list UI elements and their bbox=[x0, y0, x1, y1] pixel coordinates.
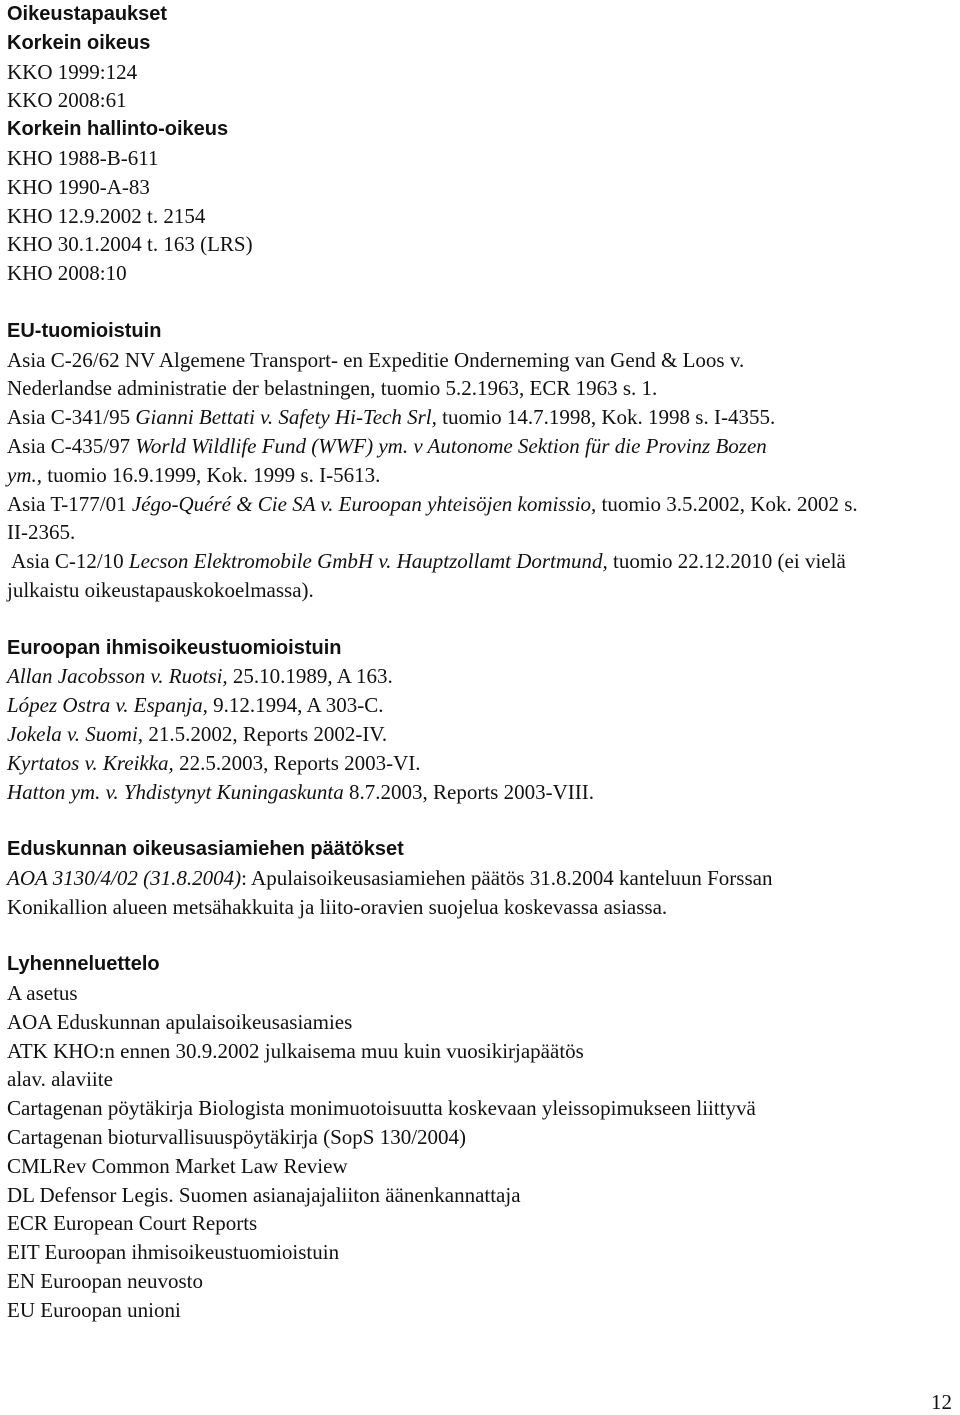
case-parties: Lecson Elektromobile GmbH v. Hauptzollamt Dortmund, bbox=[128, 549, 608, 574]
echr-item bbox=[7, 662, 953, 691]
kko-item: KKO 2008:61 bbox=[7, 88, 127, 113]
eu-heading: EU-tuomioistuin bbox=[7, 319, 162, 342]
kho-item: KHO 1990-A-83 bbox=[7, 174, 150, 199]
eu-case-5-line-2: julkaistu oikeustapauskokoelmassa). bbox=[7, 577, 314, 602]
abbreviation-item: Cartagenan bioturvallisuuspöytäkirja (SopS 130/2004) bbox=[7, 1125, 467, 1150]
case-reference: 21.5.2002, Reports 2002-IV. bbox=[143, 721, 388, 746]
abbreviation-item: EIT Euroopan ihmisoikeustuomioistuin bbox=[7, 1240, 340, 1265]
kho-item: KHO 1988-B-611 bbox=[7, 145, 159, 170]
eu-case-4-line-2: II-2365. bbox=[7, 520, 76, 545]
eu-case-3-line-2 bbox=[7, 461, 953, 490]
abbreviation-item: AOA Eduskunnan apulaisoikeusasiamies bbox=[7, 1009, 353, 1034]
case-reference: , tuomio 16.9.1999, Kok. 1999 s. I-5613. bbox=[36, 462, 381, 487]
case-reference: 22.5.2003, Reports 2003-VI. bbox=[173, 750, 421, 775]
case-number: Asia T-177/01 bbox=[7, 491, 132, 516]
abbreviation-item: Cartagenan pöytäkirja Biologista monimuotoisuutta koskevaan yleissopimukseen liittyvä bbox=[7, 1096, 756, 1121]
abbreviation-item: ECR European Court Reports bbox=[7, 1211, 258, 1236]
case-reference: 9.12.1994, A 303-C. bbox=[207, 693, 384, 718]
abbreviation-item: EN Euroopan neuvosto bbox=[7, 1269, 203, 1294]
abbreviation-item: ATK KHO:n ennen 30.9.2002 julkaisema muu kuin vuosikirjapäätös bbox=[7, 1038, 584, 1063]
kho-item: KHO 2008:10 bbox=[7, 261, 127, 286]
case-reference: 25.10.1989, A 163. bbox=[227, 664, 393, 689]
case-parties: Jégo-Quéré & Cie SA v. Euroopan yhteisöjen komissio, bbox=[131, 491, 597, 516]
case-parties: Hatton ym. v. Yhdistynyt Kuningaskunta bbox=[7, 779, 344, 804]
kho-item: KHO 30.1.2004 t. 163 (LRS) bbox=[7, 232, 253, 257]
case-parties: López Ostra v. Espanja, bbox=[7, 693, 208, 718]
page-number: 12 bbox=[931, 1390, 952, 1414]
ombudsman-decision-line-2: Konikallion alueen metsähakkuita ja liito-oravien suojelua koskevassa asiassa. bbox=[7, 894, 668, 919]
eu-case-2 bbox=[7, 403, 953, 432]
abbreviation-item: DL Defensor Legis. Suomen asianajajaliiton äänenkannattaja bbox=[7, 1182, 521, 1207]
kko-heading: Korkein oikeus bbox=[7, 31, 151, 54]
case-reference: tuomio 14.7.1998, Kok. 1998 s. I-4355. bbox=[436, 405, 776, 430]
spacer bbox=[7, 806, 953, 835]
case-number: Asia C-435/97 bbox=[7, 433, 136, 458]
case-number: Asia C-341/95 bbox=[7, 405, 136, 430]
ombudsman-heading: Eduskunnan oikeusasiamiehen päätökset bbox=[7, 838, 404, 861]
case-reference: 8.7.2003, Reports 2003-VIII. bbox=[343, 779, 594, 804]
case-parties: Kyrtatos v. Kreikka, bbox=[7, 750, 174, 775]
spacer bbox=[7, 922, 953, 951]
ombudsman-decision-line-1 bbox=[7, 864, 953, 893]
abbreviation-item: A asetus bbox=[7, 981, 78, 1006]
echr-heading: Euroopan ihmisoikeustuomioistuin bbox=[7, 636, 342, 659]
echr-item bbox=[7, 691, 953, 720]
cases-title: Oikeustapaukset bbox=[7, 3, 168, 25]
case-parties: Jokela v. Suomi, bbox=[7, 721, 144, 746]
abbreviation-item: alav. alaviite bbox=[7, 1067, 113, 1092]
case-reference: tuomio 3.5.2002, Kok. 2002 s. bbox=[596, 491, 858, 516]
decision-number: AOA 3130/4/02 (31.8.2004) bbox=[7, 865, 242, 890]
kho-item: KHO 12.9.2002 t. 2154 bbox=[7, 203, 206, 228]
case-parties: ym. bbox=[7, 462, 37, 487]
document-page bbox=[7, 0, 953, 1325]
decision-text: : Apulaisoikeusasiamiehen päätös 31.8.2004 kanteluun Forssan bbox=[241, 865, 773, 890]
echr-item bbox=[7, 778, 953, 807]
case-parties: World Wildlife Fund (WWF) ym. v Autonome Sektion für die Provinz Bozen bbox=[135, 433, 767, 458]
case-parties: Allan Jacobsson v. Ruotsi, bbox=[7, 664, 228, 689]
case-number: Asia C-12/10 bbox=[7, 549, 129, 574]
abbreviation-item: EU Euroopan unioni bbox=[7, 1297, 181, 1322]
case-reference: tuomio 22.12.2010 (ei vielä bbox=[607, 549, 846, 574]
kho-heading: Korkein hallinto-oikeus bbox=[7, 118, 229, 141]
abbreviation-item: CMLRev Common Market Law Review bbox=[7, 1153, 348, 1178]
echr-item bbox=[7, 749, 953, 778]
spacer bbox=[7, 288, 953, 317]
kko-item: KKO 1999:124 bbox=[7, 59, 138, 84]
echr-item bbox=[7, 720, 953, 749]
eu-case-4-line-1 bbox=[7, 490, 953, 519]
eu-case-1-line-1: Asia C-26/62 NV Algemene Transport- en Expeditie Onderneming van Gend & Loos v. bbox=[7, 347, 745, 372]
case-parties: Gianni Bettati v. Safety Hi-Tech Srl, bbox=[135, 405, 437, 430]
abbreviations-heading: Lyhenneluettelo bbox=[7, 953, 160, 976]
eu-case-5-line-1 bbox=[7, 547, 953, 576]
eu-case-1-line-2: Nederlandse administratie der belastningen, tuomio 5.2.1963, ECR 1963 s. 1. bbox=[7, 376, 658, 401]
spacer bbox=[7, 605, 953, 634]
eu-case-3-line-1 bbox=[7, 432, 953, 461]
